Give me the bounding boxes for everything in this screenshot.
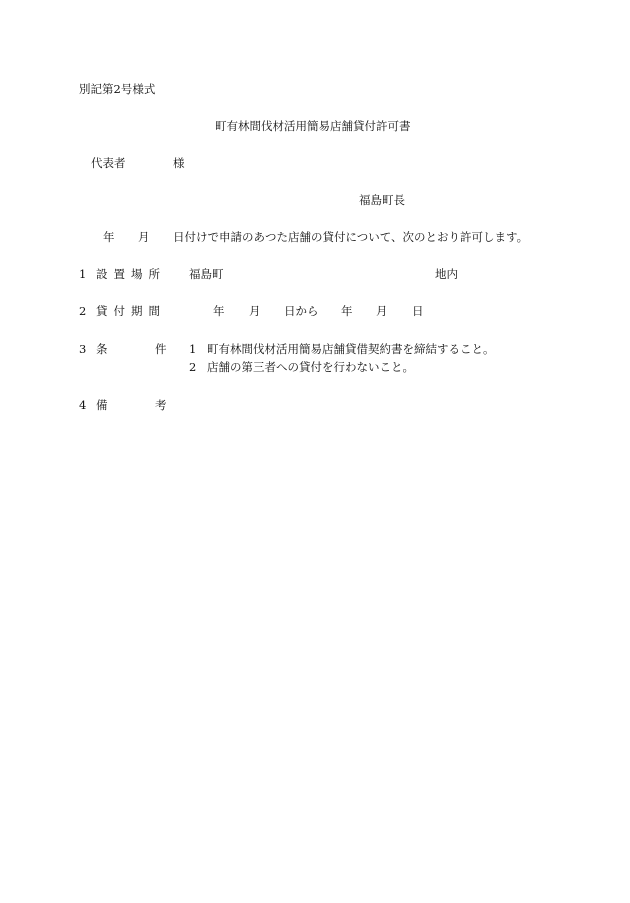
item-1-label: 設置場所 [96,267,166,281]
item-1-number: 1 [79,267,87,281]
item-3-label-part2: 件 [155,342,167,356]
item-4-label-part1: 備 [96,398,108,412]
intro-text: 日付けで申請のあつた店舗の貸付について、次のとおり許可します。 [173,230,529,244]
document-title: 町有林間伐材活用簡易店舗貸付許可書 [215,119,411,133]
period-month-from: 月 [249,304,261,318]
condition-1-text: 町有林間伐材活用簡易店舗貸借契約書を締結すること。 [207,342,495,356]
intro-year: 年 [103,230,115,244]
intro-month: 月 [138,230,150,244]
item-4-label-part2: 考 [155,398,167,412]
condition-2-text: 店舗の第三者への貸付を行わないこと。 [207,360,414,374]
item-3-number: 3 [79,342,87,356]
condition-1-number: 1 [189,342,197,356]
item-3-label-part1: 条 [96,342,108,356]
period-month-to: 月 [376,304,388,318]
form-number: 別記第2号様式 [79,82,156,96]
item-4-number: 4 [79,398,87,412]
item-1-suffix: 地内 [435,267,458,281]
issuer-name: 福島町長 [359,193,405,207]
period-year-from: 年 [213,304,225,318]
item-1-town: 福島町 [189,267,224,281]
addressee-label: 代表者 [91,156,126,170]
condition-2-number: 2 [189,360,197,374]
addressee-honorific: 様 [173,156,185,170]
item-2-number: 2 [79,304,87,318]
item-2-label: 貸付期間 [96,304,166,318]
period-day-from: 日から [284,304,319,318]
period-day-to: 日 [412,304,424,318]
period-year-to: 年 [341,304,353,318]
